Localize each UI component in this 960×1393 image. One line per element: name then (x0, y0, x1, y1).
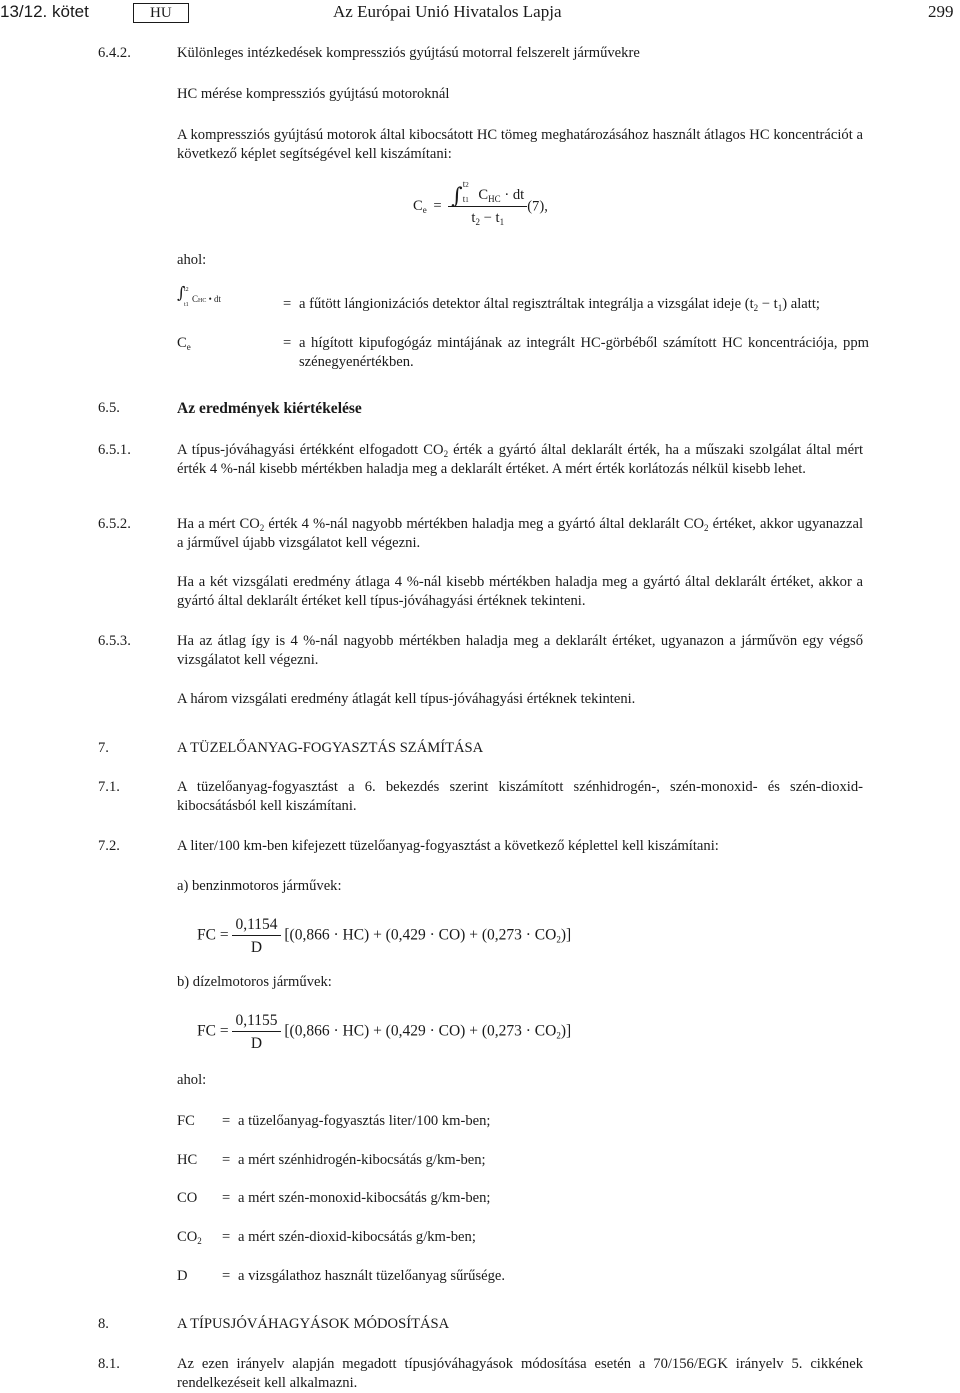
section-number: 8.1. (98, 1356, 120, 1372)
def-equals: = (222, 1268, 231, 1284)
paragraph: A tüzelőanyag-fogyasztást a 6. bekezdés szerint kiszámított szénhidrogén-, szén-monoxid- és szén-dioxid-kibocsátásból kell kiszámítani. (177, 779, 863, 814)
language-badge: HU (133, 3, 189, 23)
section-heading: Az eredmények kiértékelése (177, 400, 362, 417)
def-equals: = (222, 1229, 231, 1245)
def-equals: = (222, 1152, 231, 1168)
section-number: 7.2. (98, 838, 120, 854)
def-symbol: D (177, 1268, 188, 1284)
section-number: 6.5.1. (98, 442, 131, 458)
paragraph: Ha a két vizsgálati eredmény átlaga 4 %-nál kisebb mértékben haladja meg a gyártó által deklarált értéket, akkor a gyártó által deklarált értéket kell típus-jóváhagyási értéknek tekinteni. (177, 574, 863, 609)
def-description: a fűtött lángionizációs detektor által regisztráltak integrálja a vizsgálat ideje $(t_2 - t_1)$ alatt; (299, 296, 820, 313)
formula-fc-diesel: FC = $\frac{0,1155}{D}$ $[(0,866 \cdot HC) + (0,429 \cdot CO) + (0,273 \cdot CO_2)]$ (197, 1012, 572, 1052)
def-symbol: HC (177, 1152, 198, 1168)
where-label: ahol: (177, 1072, 207, 1088)
section-number: 6.5.3. (98, 633, 131, 649)
paragraph: Az ezen irányelv alapján megadott típusjóváhagyások módosítása esetén a 70/156/EGK irányelv 5. cikkének rendelkezéseit kell alkalmazni. (177, 1356, 863, 1391)
def-description: a mért szén-monoxid-kibocsátás g/km-ben; (238, 1190, 491, 1206)
def-description: a mért szénhidrogén-kibocsátás g/km-ben; (238, 1152, 486, 1168)
paragraph: Ha a mért $CO_2$ érték 4 %-nál nagyobb mértékben haladja meg a gyártó által deklarált $CO_2$ értéket, akkor ugyanazzal a járművel újabb vizsgálatot kell végezni. (177, 516, 863, 551)
formula-fraction: ∫ t2 t1 $C_{HC}$ · dt $t_2 - t_1$ (448, 186, 527, 228)
paragraph: A kompressziós gyújtású motorok által kibocsátott HC tömeg meghatározásához használt átlagos HC koncentrációt a következő képlet segítségével kell kiszámítani: (177, 127, 863, 162)
equals-sign: = (433, 198, 442, 215)
formula-fc-petrol: FC = $\frac{0,1154}{D}$ $[(0,866 \cdot HC) + (0,429 \cdot CO) + (0,273 \cdot CO_2)]$ (197, 916, 572, 956)
section-number: 6.4.2. (98, 45, 131, 61)
page-number: 299 (928, 2, 954, 21)
where-label: ahol: (177, 252, 207, 268)
paragraph: A liter/100 km-ben kifejezett tüzelőanyag-fogyasztást a következő képlettel kell kiszámítani: (177, 838, 719, 854)
def-description: a tüzelőanyag-fogyasztás liter/100 km-ben; (238, 1113, 491, 1129)
def-equals: = (283, 296, 292, 312)
section-heading: A TÍPUSJÓVÁHAGYÁSOK MÓDOSÍTÁSA (177, 1316, 450, 1332)
equation-number: (7), (527, 198, 548, 215)
def-symbol: CO (177, 1190, 198, 1206)
section-number: 7. (98, 740, 109, 756)
def-symbol: FC (177, 1113, 195, 1129)
integral-symbol: ∫ t2 t1 CHC • dt (177, 283, 222, 308)
paragraph: A típus-jóváhagyási értékként elfogadott $CO_2$ érték a gyártó által deklarált érték, ha a műszaki szolgálat által mért érték 4 %-nál kisebb mértékben haladja meg a deklarált értéket. A mért érték korlátozás nélkül kisebb lehet. (177, 442, 863, 477)
def-equals: = (283, 335, 292, 351)
section-number: 7.1. (98, 779, 120, 795)
def-description: a vizsgálathoz használt tüzelőanyag sűrűsége. (238, 1268, 506, 1284)
section-number: 8. (98, 1316, 109, 1332)
def-description: a mért szén-dioxid-kibocsátás g/km-ben; (238, 1229, 476, 1245)
def-symbol: $CO_2$ (177, 1229, 202, 1246)
integral-sign: ∫ (451, 184, 463, 209)
paragraph: Ha az átlag így is 4 %-nál nagyobb mértékben haladja meg a deklarált értéket, ugyanazon a járművön egy végső vizsgálatot kell végezni. (177, 633, 863, 668)
def-description: a hígított kipufogógáz mintájának az integrált HC-görbéből számított HC koncentrációja, ppm szénegyenértékben. (299, 335, 869, 370)
formula-lhs: $C_e$ (413, 198, 427, 216)
item-label: b) dízelmotoros járművek: (177, 974, 332, 990)
section-title: Különleges intézkedések kompressziós gyújtású motorral felszerelt járművekre (177, 45, 640, 61)
section-number: 6.5.2. (98, 516, 131, 532)
section-number: 6.5. (98, 400, 120, 416)
formula-7 (413, 178, 548, 228)
def-equals: = (222, 1190, 231, 1206)
def-symbol: $C_e$ (177, 335, 191, 352)
journal-title: Az Európai Unió Hivatalos Lapja (333, 2, 562, 21)
item-label: a) benzinmotoros járművek: (177, 878, 342, 894)
section-heading: A TÜZELŐANYAG-FOGYASZTÁS SZÁMÍTÁSA (177, 740, 484, 756)
paragraph: A három vizsgálati eredmény átlagát kell típus-jóváhagyási értéknek tekinteni. (177, 691, 636, 707)
def-equals: = (222, 1113, 231, 1129)
subtitle: HC mérése kompressziós gyújtású motoroknál (177, 86, 450, 102)
volume-label: 13/12. kötet (0, 2, 89, 21)
